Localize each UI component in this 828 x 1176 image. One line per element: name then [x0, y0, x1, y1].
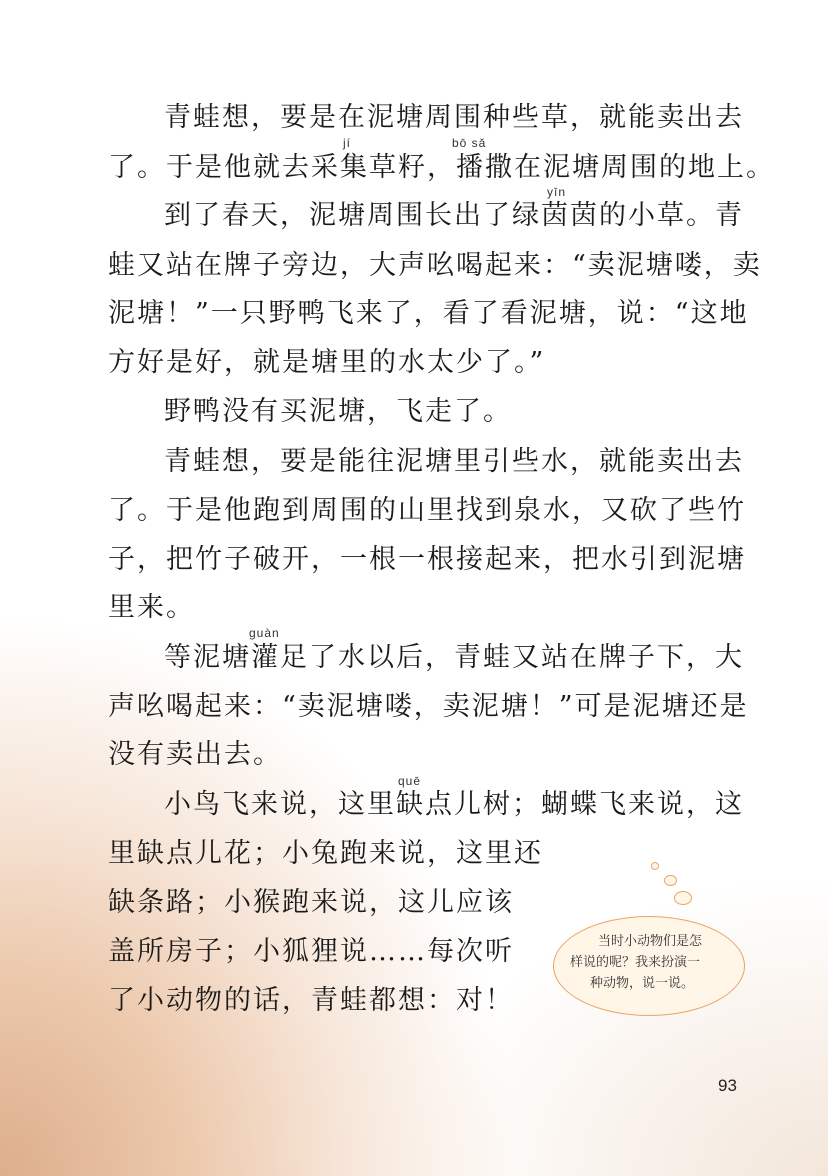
- pinyin-yin: yīn: [547, 185, 567, 199]
- pinyin-guan: guàn: [249, 626, 280, 640]
- text-line: 蛙又站在牌子旁边，大声吆喝起来：“卖泥塘喽，卖: [108, 250, 762, 281]
- text-line: 青蛙想，要是能往泥塘里引些水，就能卖出去: [164, 446, 744, 477]
- text-line: 了。于是他就去采集草籽，播撒在泥塘周围的地上。: [108, 152, 775, 183]
- pinyin-bosa: bō sǎ: [452, 136, 487, 150]
- text-line: 小鸟飞来说，这里缺点儿树；蝴蝶飞来说，这: [164, 789, 744, 820]
- pinyin-que: quē: [398, 774, 422, 788]
- text-line: 缺条路；小猴跑来说，这儿应该: [108, 887, 514, 918]
- text-line: 子，把竹子破开，一根一根接起来，把水引到泥塘: [108, 544, 746, 575]
- page-number: 93: [718, 1076, 737, 1095]
- bubble-text-line: 种动物，说一说。: [590, 976, 695, 991]
- bubble-text-line: 当时小动物们是怎: [598, 934, 703, 949]
- text-line: 等泥塘灌足了水以后，青蛙又站在牌子下，大: [164, 642, 744, 673]
- text-line: 了小动物的话，青蛙都想：对！: [108, 985, 514, 1016]
- text-line: 了。于是他跑到周围的山里找到泉水，又砍了些竹: [108, 495, 746, 526]
- text-line: 到了春天，泥塘周围长出了绿茵茵的小草。青: [164, 200, 744, 231]
- text-line: 盖所房子；小狐狸说……每次听: [108, 936, 514, 967]
- text-line: 声吆喝起来：“卖泥塘喽，卖泥塘！”可是泥塘还是: [108, 691, 749, 722]
- bubble-dot: [664, 875, 677, 886]
- text-line: 野鸭没有买泥塘，飞走了。: [164, 396, 512, 427]
- text-line: 青蛙想，要是在泥塘周围种些草，就能卖出去: [164, 102, 744, 133]
- text-line: 里缺点儿花；小兔跑来说，这里还: [108, 838, 543, 869]
- bubble-dot: [674, 891, 692, 905]
- thought-bubble: [553, 916, 745, 1016]
- bubble-text-line: 样说的呢？我来扮演一: [570, 955, 701, 970]
- bubble-dot: [651, 862, 659, 870]
- text-line: 方好是好，就是塘里的水太少了。”: [108, 347, 546, 378]
- text-line: 没有卖出去。: [108, 739, 282, 770]
- text-line: 里来。: [108, 592, 195, 623]
- text-line: 泥塘！”一只野鸭飞来了，看了看泥塘，说：“这地: [108, 298, 749, 329]
- pinyin-ji: jí: [343, 136, 351, 150]
